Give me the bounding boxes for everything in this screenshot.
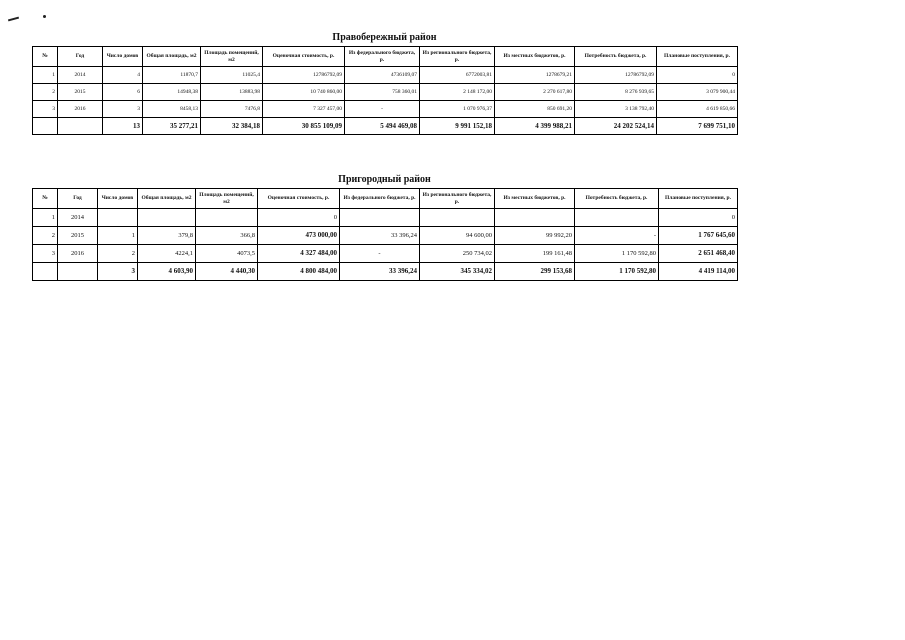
cell-regional: 250 734,02	[420, 245, 495, 263]
total-local: 4 399 988,21	[495, 118, 575, 135]
cell-total-area: 14948,38	[143, 84, 201, 101]
cell-planned-income: 3 079 900,44	[657, 84, 738, 101]
cell-federal: 4736109,07	[345, 67, 420, 84]
cell-no: 3	[33, 101, 58, 118]
table-row	[33, 209, 738, 227]
cell-premises-area: 7476,8	[201, 101, 263, 118]
cell-planned-income: 0	[657, 67, 738, 84]
cell-estimated-cost: 7 327 457,00	[263, 101, 345, 118]
total-premises-area: 4 440,30	[196, 263, 258, 281]
cell-budget-need	[575, 209, 659, 227]
cell-planned-income: 2 651 468,40	[659, 245, 738, 263]
col-total-area-header: Общая площадь, м2	[143, 47, 201, 67]
header-row	[33, 189, 738, 209]
col-federal-header: Из федерального бюджета, р.	[345, 47, 420, 67]
col-planned-income-header: Плановые поступления, р.	[659, 189, 738, 209]
cell-regional	[420, 209, 495, 227]
col-premises-area-header: Площадь помещений, м2	[201, 47, 263, 67]
cell-year: 2016	[58, 101, 103, 118]
scan-dot	[43, 15, 46, 18]
table-row	[33, 245, 738, 263]
cell-regional: 2 148 172,00	[420, 84, 495, 101]
cell-estimated-cost: 4 327 484,00	[258, 245, 340, 263]
col-federal-header: Из федерального бюджета, р.	[340, 189, 420, 209]
cell-no: 2	[33, 227, 58, 245]
total-area: 35 277,21	[143, 118, 201, 135]
cell-budget-need: 3 138 792,40	[575, 101, 657, 118]
total-area: 4 603,90	[138, 263, 196, 281]
col-houses-header: Число домов	[98, 189, 138, 209]
total-federal: 5 494 469,08	[345, 118, 420, 135]
cell-total-area: 379,8	[138, 227, 196, 245]
cell-houses: 1	[98, 227, 138, 245]
cell-total-area	[138, 209, 196, 227]
cell-houses: 4	[103, 67, 143, 84]
header-row	[33, 47, 738, 67]
table-row	[33, 84, 738, 101]
cell-federal	[340, 209, 420, 227]
district1-title: Правобережный район	[332, 32, 437, 43]
col-estimated-cost-header: Оценочная стоимость, р.	[263, 47, 345, 67]
cell-regional: 1 070 976,37	[420, 101, 495, 118]
total-estimated-cost: 30 855 109,09	[263, 118, 345, 135]
cell-federal: 758 360,01	[345, 84, 420, 101]
cell-local: 99 992,20	[495, 227, 575, 245]
table-row	[33, 67, 738, 84]
col-total-area-header: Общая площадь, м2	[138, 189, 196, 209]
table-row	[33, 101, 738, 118]
cell-houses: 2	[98, 245, 138, 263]
total-premises-area: 32 384,18	[201, 118, 263, 135]
col-local-header: Из местных бюджетов, р.	[495, 47, 575, 67]
col-budget-need-header: Потребность бюджета, р.	[575, 47, 657, 67]
col-year-header: Год	[58, 47, 103, 67]
cell-local	[495, 209, 575, 227]
totals-row	[33, 263, 738, 281]
table-row	[33, 227, 738, 245]
cell-premises-area: 13883,98	[201, 84, 263, 101]
cell-regional: 94 600,00	[420, 227, 495, 245]
cell-budget-need: -	[575, 227, 659, 245]
total-regional: 345 334,02	[420, 263, 495, 281]
total-planned-income: 4 419 114,00	[659, 263, 738, 281]
total-houses: 3	[98, 263, 138, 281]
cell-no: 1	[33, 67, 58, 84]
cell-year: 2016	[58, 245, 98, 263]
cell-local: 199 161,48	[495, 245, 575, 263]
col-estimated-cost-header: Оценочная стоимость, р.	[258, 189, 340, 209]
district2-table	[32, 188, 738, 281]
cell-estimated-cost: 0	[258, 209, 340, 227]
cell-budget-need: 1 170 592,80	[575, 245, 659, 263]
cell-budget-need: 8 276 939,65	[575, 84, 657, 101]
total-regional: 9 991 152,18	[420, 118, 495, 135]
cell-no: 2	[33, 84, 58, 101]
col-regional-header: Из регионального бюджета, р.	[420, 189, 495, 209]
total-estimated-cost: 4 800 484,00	[258, 263, 340, 281]
cell-premises-area: 4073,5	[196, 245, 258, 263]
cell-regional: 6772003,81	[420, 67, 495, 84]
total-local: 299 153,68	[495, 263, 575, 281]
cell-planned-income: 1 767 645,60	[659, 227, 738, 245]
cell-estimated-cost: 473 000,00	[258, 227, 340, 245]
cell-premises-area	[196, 209, 258, 227]
cell-houses: 3	[103, 101, 143, 118]
cell-local: 2 270 617,80	[495, 84, 575, 101]
cell-estimated-cost: 12786792,09	[263, 67, 345, 84]
total-planned-income: 7 699 751,10	[657, 118, 738, 135]
cell-local: 1278679,21	[495, 67, 575, 84]
col-premises-area-header: Площадь помещений, м2	[196, 189, 258, 209]
cell-federal: -	[345, 101, 420, 118]
col-budget-need-header: Потребность бюджета, р.	[575, 189, 659, 209]
total-budget-need: 24 202 524,14	[575, 118, 657, 135]
cell-empty	[58, 118, 103, 135]
cell-empty	[33, 118, 58, 135]
col-no-header: №	[33, 47, 58, 67]
cell-no: 3	[33, 245, 58, 263]
col-planned-income-header: Плановые поступления, р.	[657, 47, 738, 67]
scan-mark	[8, 17, 19, 22]
col-year-header: Год	[58, 189, 98, 209]
district2-title: Пригородный район	[338, 174, 431, 185]
col-houses-header: Число домов	[103, 47, 143, 67]
col-regional-header: Из регионального бюджета, р.	[420, 47, 495, 67]
col-no-header: №	[33, 189, 58, 209]
cell-houses: 6	[103, 84, 143, 101]
cell-total-area: 11870,7	[143, 67, 201, 84]
total-federal: 33 396,24	[340, 263, 420, 281]
cell-budget-need: 12786792,09	[575, 67, 657, 84]
totals-row	[33, 118, 738, 135]
cell-empty	[33, 263, 58, 281]
col-local-header: Из местных бюджетов, р.	[495, 189, 575, 209]
cell-premises-area: 366,8	[196, 227, 258, 245]
cell-planned-income: 0	[659, 209, 738, 227]
cell-premises-area: 11025,4	[201, 67, 263, 84]
cell-federal: -	[340, 245, 420, 263]
cell-empty	[58, 263, 98, 281]
cell-federal: 33 396,24	[340, 227, 420, 245]
cell-local: 850 691,20	[495, 101, 575, 118]
cell-year: 2014	[58, 209, 98, 227]
cell-total-area: 4224,1	[138, 245, 196, 263]
cell-year: 2014	[58, 67, 103, 84]
cell-planned-income: 4 619 850,66	[657, 101, 738, 118]
cell-total-area: 8458,13	[143, 101, 201, 118]
cell-houses	[98, 209, 138, 227]
district1-table	[32, 46, 738, 135]
cell-no: 1	[33, 209, 58, 227]
cell-estimated-cost: 10 740 860,00	[263, 84, 345, 101]
total-houses: 13	[103, 118, 143, 135]
total-budget-need: 1 170 592,80	[575, 263, 659, 281]
cell-year: 2015	[58, 227, 98, 245]
cell-year: 2015	[58, 84, 103, 101]
